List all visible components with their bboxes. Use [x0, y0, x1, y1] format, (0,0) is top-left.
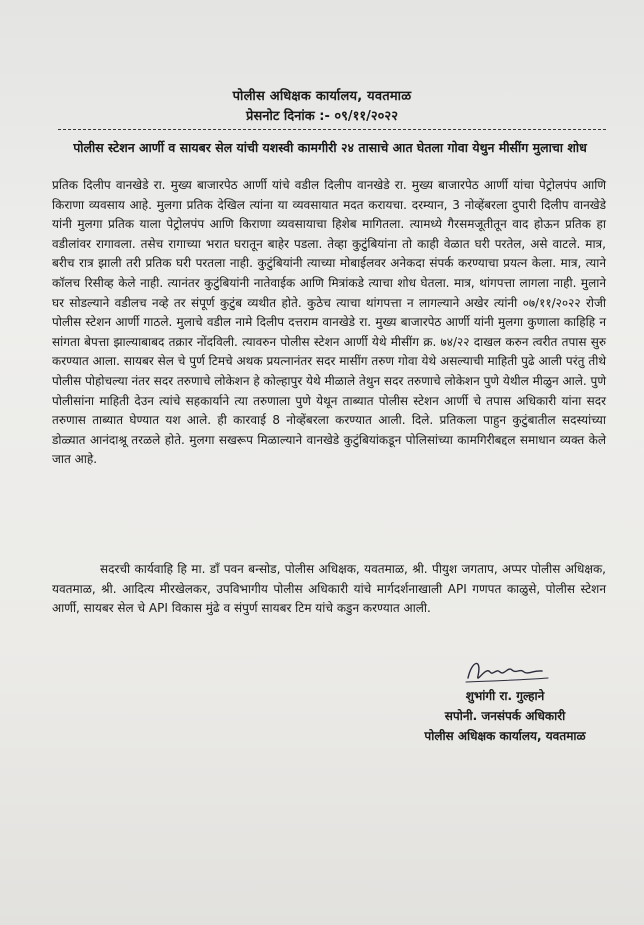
body-paragraph-2: सदरची कार्यवाहि हि मा. डॉं पवन बन्सोड, पोलीस अधिक्षक, यवतमाळ, श्री. पीयुश जगताप, अप्पर पोलीस अधिक्षक, यवतमाळ, श्री. आदित्य मीरखेलकर, उपविभागीय पोलीस अधिकारी यांचे मार्गदर्शनाखाली API गणपत काळुसे, पोलीस स्टेशन आर्णी, सायबर सेल चे API विकास मुंढे व संपुर्ण सायबर टिम यांचे कडुन करण्यात आली.	[52, 562, 606, 616]
signatory-office: पोलीस अधिक्षक कार्यालय, यवतमाळ	[424, 729, 586, 743]
handwritten-signature	[462, 654, 552, 688]
paragraph-1-text: प्रतिक दिलीप वानखेडे रा. मुख्य बाजारपेठ आर्णी यांचे वडील दिलीप वानखेडे रा. मुख्य बाजारपेठ आर्णी यांचा पेट्रोलपंप आणि किराणा व्यवसाय आहे. मुलगा प्रतिक देखिल त्यांना या व्यवसायात मदत करायचा. दरम्यान, 3 नोव्हेंबरला दुपारी दिलीप वानखेडे यांनी मुलगा प्रतिक याला पेट्रोलपंप आणि किराणा व्यवसायाचा हिशेब मागितला. त्यामध्ये गैरसमजूतीतून वाद होऊन प्रतिक हा वडीलांवर रागावला. तसेच रागाच्या भरात घरातून बाहेर पडला. तेव्हा कुटुंबियांना तो काही वेळात घरी परतेल, असे वाटले. मात्र, बरीच रात्र झाली तरी प्रतिक घरी परतला नाही. कुटुंबियांनी त्याच्या मोबाईलवर अनेकदा संपर्क करण्याचा प्रयत्न केला. मात्र, त्याने कॉलच रिसीव्ह केले नाही. त्यानंतर कुटुंबियांनी नातेवाईक आणि मित्रांकडे त्याचा शोध घेतला. मात्र, थांगपत्ता लागला नाही. मुलाने घर सोडल्याने वडीलच नव्हे तर संपूर्ण कुटुंब व्यथीत होते. कुठेच त्याचा थांगपत्ता न लागल्याने अखेर त्यांनी ०७/११/२०२२ रोजी पोलीस स्टेशन आर्णी गाठले. मुलाचे वडील नामे दिलीप दत्तराम वानखेडे रा. मुख्य बाजारपेठ आर्णी यांनी मुलगा कुणाला काहिहि न सांगता बेपत्ता झाल्याबाबद तक्रार नोंदविली. त्यावरुन पोलीस स्टेशन आर्णी येथे मीसींग क्र. ७४/२२ दाखल करुन त्वरीत तपास सुरु करण्यात आला. सायबर सेल चे पुर्ण टिमचे अथक प्रयत्नानंतर सदर मासींग तरुण गोवा येथे असल्याची माहिती पुढे आली परंतु तीथे पोलीस पोहोचल्या नंतर सदर तरुणाचे लोकेशन हे कोल्हापुर येथे मीळाले तेथुन सदर तरुणाचे लोकेशन पुणे येथील मीळुन आले. पुणे पोलीसांना माहिती देउन त्यांचे सहकार्याने त्या तरुणाला पुणे येथून ताब्यात पोलीस स्टेशन आर्णी चे तपास अधिकारी यांना सदर तरुणास ताब्यात घेण्यात यश आले. ही कारवाई 8 नोव्हेंबरला करण्यात आली. दिले. प्रतिकला पाहुन कुटुंबातील सदस्यांच्या डोळ्यात आनंदाश्रू तरळले होते. मुलगा सखरूप मिळाल्याने वानखेडे कुटुंबियांकडून पोलिसांच्या कामगिरीबद्दल समाधान व्यक्त केले जात आहे.	[52, 178, 606, 467]
dashed-divider	[58, 129, 606, 130]
signatory-designation: सपोनी. जनसंपर्क अधिकारी	[444, 709, 566, 723]
press-note-title: पोलीस स्टेशन आर्णी व सायबर सेल यांची यशस्वी कामगीरी २४ तासाचे आत घेतला गोवा येथुन मीसींग मुलाचा शोध	[73, 140, 587, 155]
office-heading: पोलीस अधिक्षक कार्यालय, यवतमाळ	[232, 89, 412, 104]
press-note-date: प्रेसनोट दिनांक :- ०९/११/२०२२	[246, 109, 398, 124]
signatory-name: शुभांगी रा. गुल्हाने	[465, 689, 545, 703]
body-paragraph-1	[52, 176, 606, 470]
signatory-block	[390, 686, 620, 746]
